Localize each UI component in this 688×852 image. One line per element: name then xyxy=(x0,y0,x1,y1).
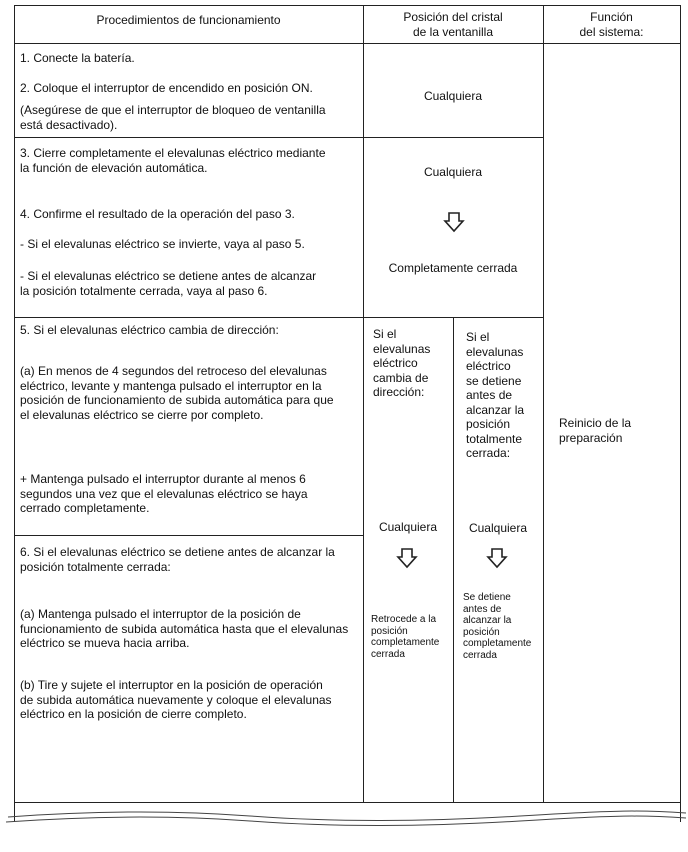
column-divider-position xyxy=(543,5,544,802)
step-1: 1. Conecte la batería. xyxy=(20,51,135,65)
position-fully-closed: Completamente cerrada xyxy=(388,261,518,275)
system-function-label: Reinicio de la preparación xyxy=(559,416,632,445)
step-6-a: (a) Mantenga pulsado el interruptor de la posición de funcionamiento de subida automática hasta que el elevalunas eléctrico se mueva hacia arriba. xyxy=(20,607,349,650)
sub-column-a-result: Retrocede a la posición completamente cerrada xyxy=(371,614,440,660)
down-arrow-icon xyxy=(397,548,417,568)
sub-column-a-any: Cualquiera xyxy=(378,520,438,534)
header-system-function: Función del sistema: xyxy=(579,10,644,39)
step-2-note: (Asegúrese de que el interruptor de bloqueo de ventanilla está desactivado). xyxy=(20,103,326,132)
down-arrow-icon xyxy=(487,548,507,568)
step-5-plus: + Mantenga pulsado el interruptor durante al menos 6 segundos una vez que el elevalunas eléctrico se haya cerrado completamente. xyxy=(20,472,308,515)
torn-edge-decoration xyxy=(0,808,688,848)
header-procedures: Procedimientos de funcionamiento xyxy=(96,13,281,27)
column-divider-procedures xyxy=(363,5,364,802)
sub-column-b-any: Cualquiera xyxy=(468,521,528,535)
table-left-border xyxy=(14,5,15,822)
step-4-option-a: - Si el elevalunas eléctrico se invierte, vaya al paso 5. xyxy=(20,237,305,251)
table-top-border xyxy=(14,5,680,6)
sub-column-b-result: Se detiene antes de alcanzar la posición completamente cerrada xyxy=(463,592,532,661)
step-4: 4. Confirme el resultado de la operación del paso 3. xyxy=(20,207,295,221)
row-divider-1 xyxy=(14,137,543,138)
table-bottom-border xyxy=(14,802,680,803)
step-4-option-b: - Si el elevalunas eléctrico se detiene antes de alcanzar la posición totalmente cerrada, vaya al paso 6. xyxy=(20,269,317,298)
position-any-2: Cualquiera xyxy=(423,165,483,179)
header-bottom-border xyxy=(14,43,680,44)
down-arrow-icon xyxy=(444,212,464,232)
sub-column-a-heading: Si el elevalunas eléctrico cambia de dirección: xyxy=(373,327,431,399)
row-divider-3 xyxy=(14,535,363,536)
sub-column-b-heading: Si el elevalunas eléctrico se detiene antes de alcanzar la posición totalmente cerrada: xyxy=(466,330,525,460)
step-2: 2. Coloque el interruptor de encendido en posición ON. xyxy=(20,81,313,95)
row-divider-2 xyxy=(14,317,543,318)
step-6-b: (b) Tire y sujete el interruptor en la posición de operación de subida automática nuevamente y coloque el elevalunas eléctrico en la posición de cierre completo. xyxy=(20,678,332,721)
header-glass-position: Posición del cristal de la ventanilla xyxy=(403,10,503,39)
step-5-a: (a) En menos de 4 segundos del retroceso del elevalunas eléctrico, levante y mantenga pulsado el interruptor en la posición de funcionamiento de subida automática para que el elevalunas eléctrico se cierre por completo. xyxy=(20,364,334,422)
step-3: 3. Cierre completamente el elevalunas eléctrico mediante la función de elevación automática. xyxy=(20,146,326,175)
step-5: 5. Si el elevalunas eléctrico cambia de dirección: xyxy=(20,323,279,337)
table-right-border xyxy=(680,5,681,822)
position-any-1: Cualquiera xyxy=(423,89,483,103)
step-6: 6. Si el elevalunas eléctrico se detiene antes de alcanzar la posición totalmente cerrada: xyxy=(20,545,335,574)
column-divider-position-split xyxy=(453,317,454,802)
